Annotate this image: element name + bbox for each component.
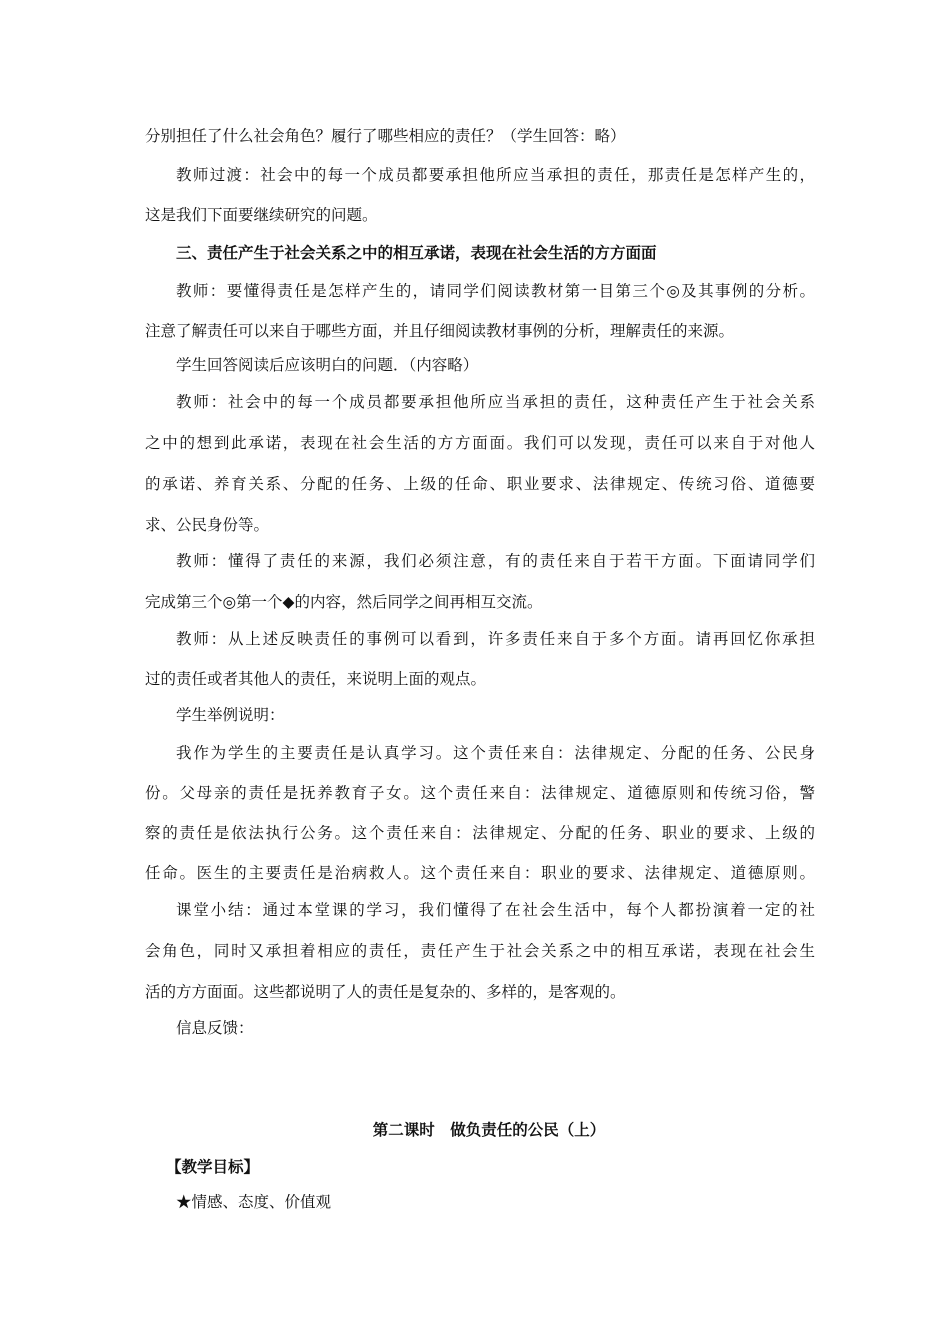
paragraph-line: 完成第三个◎第一个◆的内容，然后同学之间再相互交流。	[145, 593, 543, 611]
paragraph-line: 注意了解责任可以来自于哪些方面，并且仔细阅读教材事例的分析，理解责任的来源。	[145, 322, 735, 340]
paragraph-line: 信息反馈：	[176, 1019, 254, 1037]
paragraph-line: 之中的想到此承诺，表现在社会生活的方方面面。我们可以发现，责任可以来自于对他人	[145, 434, 815, 452]
objective-item: ★情感、态度、价值观	[176, 1193, 332, 1211]
paragraph-line: 察的责任是依法执行公务。这个责任来自：法律规定、分配的任务、职业的要求、上级的	[145, 824, 815, 842]
paragraph-line: 份。父母亲的责任是抚养教育子女。这个责任来自：法律规定、道德原则和传统习俗，警	[145, 784, 815, 802]
paragraph-line: 课堂小结：通过本堂课的学习，我们懂得了在社会生活中，每个人都扮演着一定的社	[176, 901, 815, 919]
paragraph-line: 教师过渡：社会中的每一个成员都要承担他所应当承担的责任，那责任是怎样产生的，	[176, 166, 815, 184]
paragraph-line: 教师：懂得了责任的来源，我们必须注意，有的责任来自于若干方面。下面请同学们	[176, 552, 815, 570]
paragraph-line: 这是我们下面要继续研究的问题。	[145, 206, 378, 224]
paragraph-line: 教师：从上述反映责任的事例可以看到，许多责任来自于多个方面。请再回忆你承担	[176, 630, 815, 648]
paragraph-line: 过的责任或者其他人的责任，来说明上面的观点。	[145, 670, 487, 688]
paragraph-line: 任命。医生的主要责任是治病救人。这个责任来自：职业的要求、法律规定、道德原则。	[145, 864, 815, 882]
paragraph-line: 会角色，同时又承担着相应的责任，责任产生于社会关系之中的相互承诺，表现在社会生	[145, 942, 815, 960]
paragraph-line: 分别担任了什么社会角色？履行了哪些相应的责任？（学生回答：略）	[145, 127, 626, 145]
paragraph-line: 教师：社会中的每一个成员都要承担他所应当承担的责任，这种责任产生于社会关系	[176, 393, 815, 411]
paragraph-line: 教师：要懂得责任是怎样产生的，请同学们阅读教材第一目第三个◎及其事例的分析。	[176, 282, 815, 300]
paragraph-line: 求、公民身份等。	[145, 516, 270, 534]
paragraph-line: 的承诺、养育关系、分配的任务、上级的任命、职业要求、法律规定、传统习俗、道德要	[145, 475, 815, 493]
section-heading: 三、责任产生于社会关系之中的相互承诺，表现在社会生活的方方面面	[176, 243, 657, 262]
paragraph-line: 学生回答阅读后应该明白的问题．（内容略）	[176, 356, 479, 374]
paragraph-line: 我作为学生的主要责任是认真学习。这个责任来自：法律规定、分配的任务、公民身	[176, 744, 815, 762]
paragraph-line: 学生举例说明：	[176, 706, 285, 724]
paragraph-line: 活的方方面面。这些都说明了人的责任是复杂的、多样的，是客观的。	[145, 983, 626, 1001]
lesson-title: 第二课时 做负责任的公民（上）	[372, 1120, 606, 1139]
objectives-heading: 【教学目标】	[166, 1157, 260, 1176]
